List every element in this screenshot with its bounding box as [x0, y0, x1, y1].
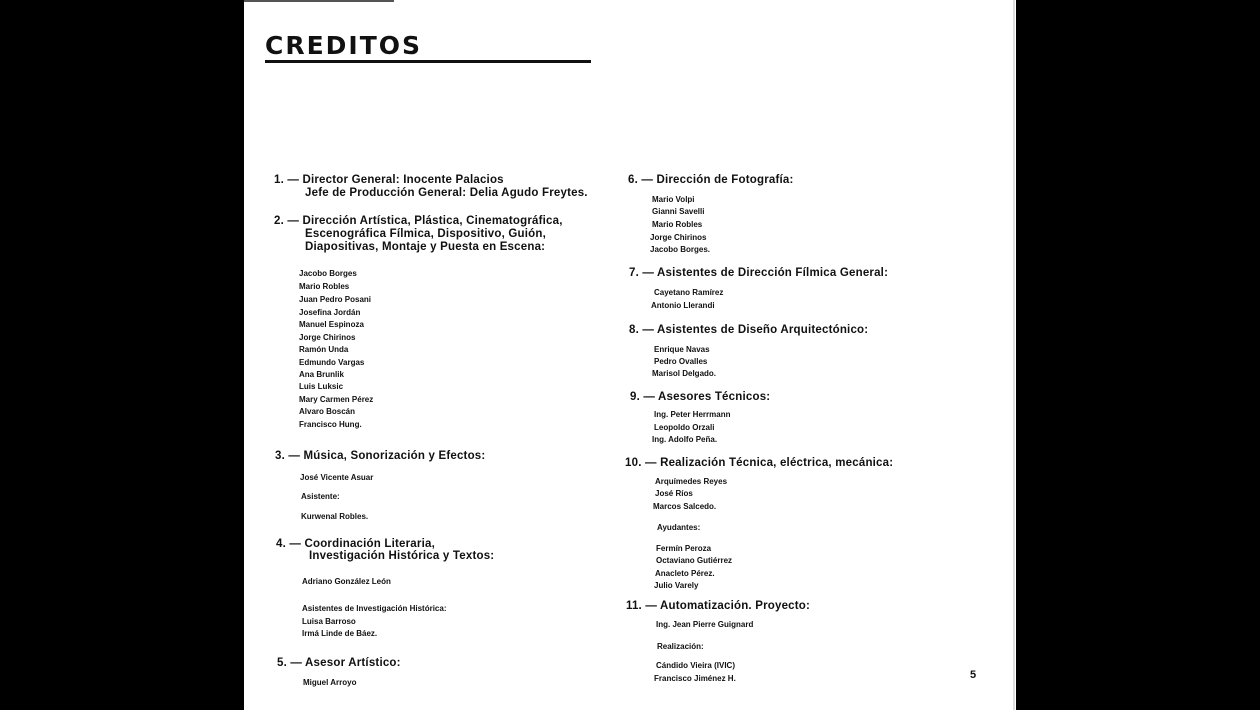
credit-name: Leopoldo Orzali — [654, 423, 715, 432]
credit-name: Francisco Hung. — [299, 420, 362, 429]
credit-name: Luis Luksic — [299, 382, 344, 391]
credit-name: Kurwenal Robles. — [301, 512, 369, 521]
credit-name: Ana Brunlik — [299, 370, 344, 379]
section-2-heading-line: Escenográfica Fílmica, Dispositivo, Guión, — [305, 228, 547, 240]
credit-name: Mario Volpi — [652, 195, 695, 204]
credit-name: Jorge Chirinos — [650, 233, 707, 242]
credit-name: Cayetano Ramírez — [654, 288, 724, 297]
credit-name: Ing. Peter Herrmann — [654, 410, 731, 419]
credit-name: Ramón Unda — [299, 345, 349, 354]
page-edge-shadow — [1013, 0, 1015, 710]
credit-name: Fermín Peroza — [656, 544, 712, 553]
section-2-heading-line: Diapositivas, Montaje y Puesta en Escena: — [305, 241, 546, 253]
section-1-heading: 1. — Director General: Inocente Palacios — [274, 174, 504, 186]
page-number: 5 — [970, 669, 977, 681]
credit-name: Marisol Delgado. — [652, 369, 717, 378]
section-11-heading: 11. — Automatización. Proyecto: — [626, 600, 811, 612]
credit-name: Gianni Savelli — [652, 207, 705, 216]
credit-name: Jacobo Borges — [299, 269, 357, 278]
section-3-heading: 3. — Música, Sonorización y Efectos: — [275, 450, 486, 462]
section-7-heading: 7. — Asistentes de Dirección Fílmica General: — [629, 267, 889, 279]
credit-name: Anacleto Pérez. — [655, 569, 715, 578]
credit-name: Octaviano Gutiérrez — [656, 556, 733, 565]
credit-role-label: Asistentes de Investigación Histórica: — [302, 604, 447, 613]
credit-name: Mary Carmen Pérez — [299, 395, 374, 404]
credit-name: Francisco Jiménez H. — [654, 674, 736, 683]
credit-role-label: Ayudantes: — [657, 523, 701, 532]
credit-name: Pedro Ovalles — [654, 357, 708, 366]
section-2-heading: 2. — Dirección Artística, Plástica, Cinematográfica, — [274, 215, 563, 227]
credit-name: Alvaro Boscán — [299, 407, 356, 416]
credit-name: Cándido Vieira (IVIC) — [656, 661, 735, 670]
section-4-heading-line: Investigación Histórica y Textos: — [309, 550, 495, 562]
credit-name: Julio Varely — [654, 581, 699, 590]
section-6-heading: 6. — Dirección de Fotografía: — [628, 174, 794, 186]
credit-name: Antonio Llerandi — [651, 301, 715, 310]
credit-name: Juan Pedro Posani — [299, 295, 372, 304]
credit-name: Edmundo Vargas — [299, 358, 365, 367]
credit-name: Miguel Arroyo — [303, 678, 357, 687]
credit-name: Marcos Salcedo. — [653, 502, 717, 511]
credit-role-label: Asistente: — [301, 492, 340, 501]
credit-name: Manuel Espinoza — [299, 320, 364, 329]
section-5-heading: 5. — Asesor Artístico: — [277, 657, 401, 669]
credit-name: Ing. Adolfo Peña. — [652, 435, 718, 444]
section-10-heading: 10. — Realización Técnica, eléctrica, mecánica: — [625, 457, 894, 469]
credit-name: Jacobo Borges. — [650, 245, 711, 254]
credit-name: Mario Robles — [299, 282, 350, 291]
credit-name: Ing. Jean Pierre Guignard — [656, 620, 754, 629]
title-underline — [265, 60, 591, 63]
credit-role-label: Realización: — [657, 642, 704, 651]
credit-name: Arquímedes Reyes — [655, 477, 728, 486]
top-edge-rule — [244, 0, 394, 2]
section-9-heading: 9. — Asesores Técnicos: — [630, 391, 771, 403]
section-1-heading-line: Jefe de Producción General: Delia Agudo Freytes. — [305, 187, 588, 199]
credit-name: Mario Robles — [652, 220, 703, 229]
credit-name: Luisa Barroso — [302, 617, 356, 626]
page-title: CREDITOS — [265, 31, 423, 60]
credit-name: Josefina Jordán — [299, 308, 361, 317]
section-8-heading: 8. — Asistentes de Diseño Arquitectónico: — [629, 324, 869, 336]
document-page — [244, 0, 1016, 710]
credit-name: Irmá Linde de Báez. — [302, 629, 378, 638]
credit-name: Jorge Chirinos — [299, 333, 356, 342]
credit-name: Enrique Navas — [654, 345, 710, 354]
credit-name: José Ríos — [655, 489, 693, 498]
credit-name: Adriano González León — [302, 577, 391, 586]
credit-name: José Vicente Asuar — [300, 473, 374, 482]
section-4-heading: 4. — Coordinación Literaria, — [276, 538, 435, 550]
